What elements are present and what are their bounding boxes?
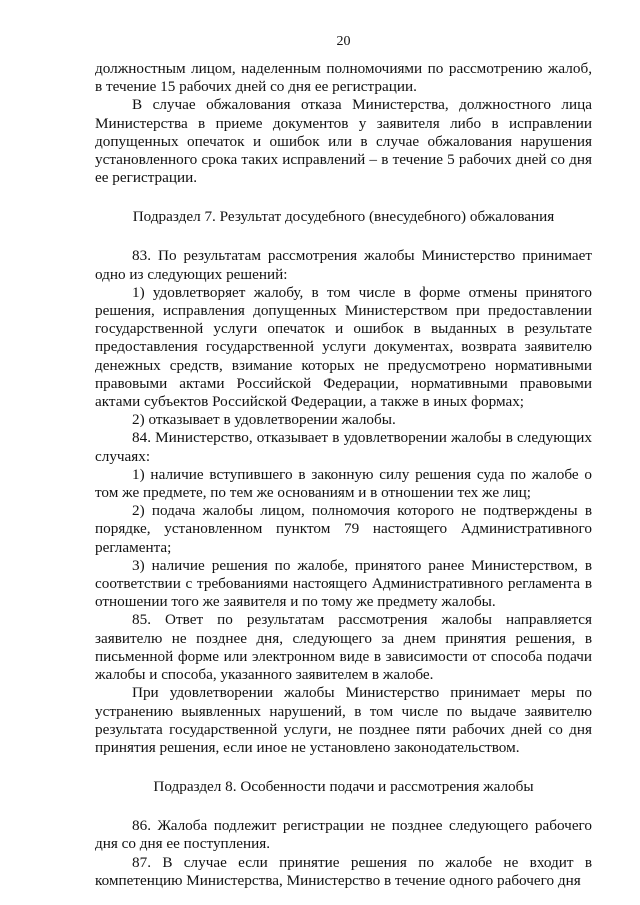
- spacer: [95, 226, 592, 247]
- paragraph-refusal-appeal: В случае обжалования отказа Министерства, должностного лица Министерства в приеме документов у заявителя либо в исправлении допущенных опечаток и ошибок или в случае обжалования нарушения установленного срока таких исправлений – в течение 5 рабочих дней со дня ее регистрации.: [95, 96, 592, 187]
- paragraph-84: 84. Министерство, отказывает в удовлетворении жалобы в следующих случаях:: [95, 429, 592, 465]
- paragraph-84-item-2: 2) подача жалобы лицом, полномочия которого не подтверждены в порядке, установленном пунктом 79 настоящего Административного регламента;: [95, 502, 592, 556]
- paragraph-85-measures: При удовлетворении жалобы Министерство принимает меры по устранению выявленных нарушений, в том числе по выдаче заявителю результата государственной услуги, не позднее пяти рабочих дней со дня принятия решения, если иное не установлено законодательством.: [95, 684, 592, 756]
- subsection-heading-7: Подраздел 7. Результат досудебного (внесудебного) обжалования: [132, 208, 555, 226]
- paragraph-continuation: должностным лицом, наделенным полномочиями по рассмотрению жалоб, в течение 15 рабочих дней со дня ее регистрации.: [95, 60, 592, 96]
- paragraph-86: 86. Жалоба подлежит регистрации не позднее следующего рабочего дня со дня ее поступления.: [95, 817, 592, 853]
- paragraph-85: 85. Ответ по результатам рассмотрения жалобы направляется заявителю не позднее дня, следующего за днем принятия решения, в письменной форме или электронном виде в зависимости от способа подачи жалобы и способа, указанного заявителем в жалобе.: [95, 611, 592, 684]
- paragraph-83: 83. По результатам рассмотрения жалобы Министерство принимает одно из следующих решений:: [95, 247, 592, 283]
- spacer: [95, 757, 592, 778]
- paragraph-84-item-1: 1) наличие вступившего в законную силу решения суда по жалобе о том же предмете, по тем же основаниям и в отношении тех же лиц;: [95, 465, 592, 502]
- paragraph-83-item-2: 2) отказывает в удовлетворении жалобы.: [132, 411, 396, 429]
- paragraph-83-item-1: 1) удовлетворяет жалобу, в том числе в форме отмены принятого решения, исправления допущенных Министерством при предоставлении государственной услуги опечаток и ошибок в выданных в результате предоставления государственной услуги документах, возврата заявителю денежных средств, взимание которых не предусмотрено нормативными правовыми актами Российской Федерации, нормативными правовыми актами субъектов Российской Федерации, а также в иных формах;: [95, 283, 592, 411]
- subsection-heading-8: Подраздел 8. Особенности подачи и рассмотрения жалобы: [153, 778, 534, 796]
- spacer: [95, 187, 592, 208]
- paragraph-84-item-3: 3) наличие решения по жалобе, принятого ранее Министерством, в соответствии с требованиями настоящего Административного регламента в отношении того же заявителя и по тому же предмету жалобы.: [95, 556, 592, 611]
- paragraph-87: 87. В случае если принятие решения по жалобе не входит в компетенцию Министерства, Министерство в течение одного рабочего дня: [95, 853, 592, 889]
- page-number: 20: [336, 34, 351, 49]
- spacer: [95, 796, 592, 817]
